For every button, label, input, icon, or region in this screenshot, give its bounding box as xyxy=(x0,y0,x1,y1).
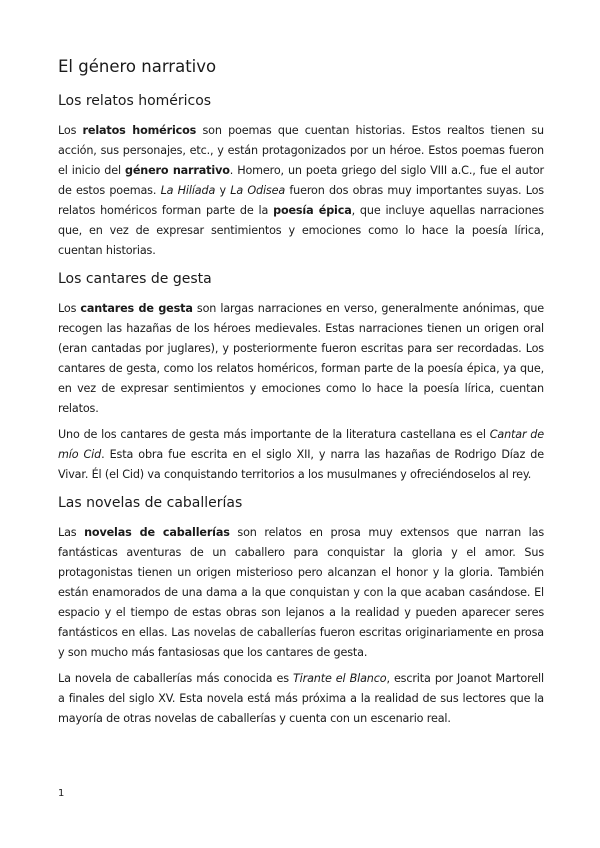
text-run: fueron dos obras muy importantes suyas. Los relatos homéricos forman parte de la xyxy=(58,184,544,217)
section-heading-relatos: Los relatos homéricos xyxy=(58,93,212,109)
bold-term: poesía épica xyxy=(273,204,352,217)
section-heading-novelas: Las novelas de caballerías xyxy=(58,495,243,511)
paragraph xyxy=(58,425,544,485)
text-run: Uno de los cantares de gesta más importante de la literatura castellana es el xyxy=(58,428,490,441)
text-run: Los xyxy=(58,302,81,315)
bold-term: cantares de gesta xyxy=(80,302,193,315)
document-title: El género narrativo xyxy=(58,57,217,76)
text-run: son relatos en prosa muy extensos que narran las fantásticas aventuras de un caballero para conquistar la gloria y el amor. Sus protagonistas tienen un origen misterioso pero alcanzan el honor y la gloria. También están enamorados de una dama a la que conquistan y con la que acaban casándose. El espacio y el tiempo de estas obras son lejanos a la realidad y pueden aparecer seres fantásticos en ellas. Las novelas de caballerías fueron escritas originariamente en prosa y son mucho más fantasiosas que los cantares de gesta. xyxy=(58,526,544,659)
text-run: La novela de caballerías más conocida es xyxy=(58,672,293,685)
paragraph xyxy=(58,121,544,261)
text-run: Las xyxy=(58,526,85,539)
text-run: Los xyxy=(58,124,83,137)
bold-term: género narrativo xyxy=(125,164,230,177)
italic-title: La Odisea xyxy=(230,184,286,197)
text-run: , que incluye aquellas narraciones que, en vez de expresar sentimientos y emociones como lo hace la poesía lírica, cuentan historias. xyxy=(58,204,544,257)
italic-title: La Hilíada xyxy=(160,184,216,197)
section-heading-cantares: Los cantares de gesta xyxy=(58,271,212,287)
italic-title: Cantar de mío Cid xyxy=(58,428,544,461)
page-body xyxy=(58,56,544,735)
bold-term: relatos homéricos xyxy=(82,124,197,137)
text-run: y xyxy=(215,184,231,197)
paragraph xyxy=(58,523,544,663)
text-run: . Homero, un poeta griego del siglo VIII a.C., fue el autor de estos poemas. xyxy=(58,164,544,197)
italic-title: Tirante el Blanco xyxy=(293,672,387,685)
page-number: 1 xyxy=(58,788,65,799)
text-run: , escrita por Joanot Martorell a finales del siglo XV. Esta novela está más próxima a la realidad de sus lectores que la mayoría de otras novelas de caballerías y cuenta con un escenario real. xyxy=(58,672,544,725)
bold-term: novelas de caballerías xyxy=(84,526,230,539)
text-run: son largas narraciones en verso, generalmente anónimas, que recogen las hazañas de los héroes medievales. Estas narraciones tienen un origen oral (eran cantadas por juglares), y posteriormente fueron escritas para ser recordadas. Los cantares de gesta, como los relatos homéricos, forman parte de la poesía épica, ya que, en vez de expresar sentimientos y emociones como lo hace la poesía lírica, cuentan relatos. xyxy=(58,302,545,415)
text-run: . Esta obra fue escrita en el siglo XII, y narra las hazañas de Rodrigo Díaz de Vivar. Él (el Cid) va conquistando territorios a los musulmanes y ofreciéndoselos al rey. xyxy=(58,448,544,481)
text-run: son poemas que cuentan historias. Estos realtos tienen su acción, sus personajes, etc., y están protagonizados por un héroe. Estos poemas fueron el inicio del xyxy=(58,124,544,177)
paragraph xyxy=(58,299,544,419)
paragraph xyxy=(58,669,544,729)
